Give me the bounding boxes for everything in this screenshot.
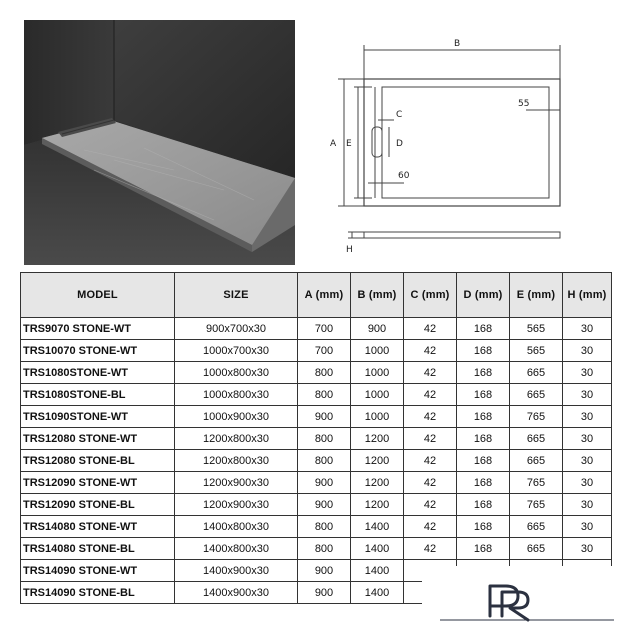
cell-model: TRS9070 STONE-WT: [21, 318, 175, 340]
table-row: [21, 472, 612, 494]
cell-b: 1000: [351, 384, 404, 406]
cell-h: 30: [563, 538, 612, 560]
table-row: [21, 428, 612, 450]
table-header-row: [21, 273, 612, 318]
cell-size: 1000x700x30: [175, 340, 298, 362]
cell-d: 168: [457, 406, 510, 428]
cell-a: 700: [298, 340, 351, 362]
cell-c: 42: [404, 384, 457, 406]
cell-e: 665: [510, 538, 563, 560]
cell-h: 30: [563, 340, 612, 362]
cell-model: TRS12080 STONE-BL: [21, 450, 175, 472]
label-e: E: [346, 139, 352, 149]
cell-size: 1200x800x30: [175, 450, 298, 472]
cell-size: 1200x900x30: [175, 472, 298, 494]
cell-h: 30: [563, 318, 612, 340]
dimension-drawing: [326, 34, 586, 259]
cell-model: TRS10070 STONE-WT: [21, 340, 175, 362]
cell-e: 565: [510, 318, 563, 340]
cell-b: 1200: [351, 472, 404, 494]
cell-b: 1000: [351, 362, 404, 384]
cell-model: TRS12080 STONE-WT: [21, 428, 175, 450]
label-b: B: [454, 39, 461, 49]
cell-size: 1000x800x30: [175, 362, 298, 384]
table-row: [21, 362, 612, 384]
product-photo: [24, 20, 295, 265]
cell-c: 42: [404, 318, 457, 340]
cell-model: TRS14090 STONE-BL: [21, 582, 175, 604]
header-a: A (mm): [298, 273, 351, 318]
cell-d: 168: [457, 472, 510, 494]
cell-h: 30: [563, 384, 612, 406]
cell-b: 1400: [351, 516, 404, 538]
cell-e: 665: [510, 516, 563, 538]
cell-e: 765: [510, 472, 563, 494]
table-body: [21, 318, 612, 604]
cell-model: TRS1090STONE-WT: [21, 406, 175, 428]
table-row: [21, 318, 612, 340]
cell-a: 700: [298, 318, 351, 340]
cell-model: TRS1080STONE-WT: [21, 362, 175, 384]
cell-b: 1200: [351, 450, 404, 472]
cell-a: 900: [298, 406, 351, 428]
cell-e: 565: [510, 340, 563, 362]
header-b: B (mm): [351, 273, 404, 318]
cell-c: 42: [404, 450, 457, 472]
header-model: MODEL: [21, 273, 175, 318]
cell-b: 1400: [351, 582, 404, 604]
header-h: H (mm): [563, 273, 612, 318]
cell-b: 1400: [351, 538, 404, 560]
cell-a: 800: [298, 516, 351, 538]
technical-diagram: [326, 34, 586, 259]
specifications-table: [20, 272, 612, 604]
cell-a: 900: [298, 494, 351, 516]
cell-h: 30: [563, 516, 612, 538]
cell-d: 168: [457, 516, 510, 538]
cell-b: 1000: [351, 406, 404, 428]
cell-b: 900: [351, 318, 404, 340]
table-row: [21, 340, 612, 362]
cell-b: 1200: [351, 494, 404, 516]
table-row: [21, 516, 612, 538]
cell-model: TRS14080 STONE-BL: [21, 538, 175, 560]
cell-d: 168: [457, 384, 510, 406]
cell-c: 42: [404, 472, 457, 494]
cell-a: 900: [298, 560, 351, 582]
header-c: C (mm): [404, 273, 457, 318]
label-h: H: [346, 245, 353, 255]
table-row: [21, 450, 612, 472]
cell-size: 1400x900x30: [175, 560, 298, 582]
cell-e: 765: [510, 406, 563, 428]
brand-logo: [422, 566, 632, 638]
header-d: D (mm): [457, 273, 510, 318]
cell-a: 800: [298, 538, 351, 560]
label-a: A: [330, 139, 337, 149]
cell-h: 30: [563, 494, 612, 516]
table-row: [21, 494, 612, 516]
cell-e: 665: [510, 428, 563, 450]
cell-h: 30: [563, 450, 612, 472]
cell-b: 1400: [351, 560, 404, 582]
cell-size: 1400x900x30: [175, 582, 298, 604]
cell-c: 42: [404, 340, 457, 362]
cell-size: 1000x800x30: [175, 384, 298, 406]
cell-size: 900x700x30: [175, 318, 298, 340]
cell-c: 42: [404, 406, 457, 428]
cell-model: TRS12090 STONE-BL: [21, 494, 175, 516]
label-d: D: [396, 139, 403, 149]
cell-d: 168: [457, 362, 510, 384]
cell-d: 168: [457, 428, 510, 450]
cell-a: 800: [298, 362, 351, 384]
cell-c: 42: [404, 428, 457, 450]
table-row: [21, 384, 612, 406]
label-c: C: [396, 110, 403, 120]
cell-size: 1200x800x30: [175, 428, 298, 450]
cell-size: 1000x900x30: [175, 406, 298, 428]
cell-h: 30: [563, 406, 612, 428]
cell-d: 168: [457, 318, 510, 340]
label-60: 60: [398, 171, 410, 181]
cell-model: TRS14090 STONE-WT: [21, 560, 175, 582]
table-row: [21, 538, 612, 560]
cell-e: 665: [510, 450, 563, 472]
cell-a: 900: [298, 582, 351, 604]
cell-size: 1400x800x30: [175, 538, 298, 560]
label-55: 55: [518, 99, 530, 109]
cell-h: 30: [563, 362, 612, 384]
header-e: E (mm): [510, 273, 563, 318]
cell-d: 168: [457, 494, 510, 516]
cell-d: 168: [457, 450, 510, 472]
header-size: SIZE: [175, 273, 298, 318]
cell-h: 30: [563, 472, 612, 494]
cell-h: 30: [563, 428, 612, 450]
cell-c: 42: [404, 538, 457, 560]
cell-e: 665: [510, 384, 563, 406]
cell-d: 168: [457, 538, 510, 560]
cell-model: TRS1080STONE-BL: [21, 384, 175, 406]
cell-b: 1000: [351, 340, 404, 362]
table-row: [21, 406, 612, 428]
cell-e: 765: [510, 494, 563, 516]
cell-size: 1200x900x30: [175, 494, 298, 516]
cell-model: TRS14080 STONE-WT: [21, 516, 175, 538]
pr-logo-icon: [422, 566, 632, 638]
cell-c: 42: [404, 362, 457, 384]
cell-e: 665: [510, 362, 563, 384]
cell-model: TRS12090 STONE-WT: [21, 472, 175, 494]
cell-a: 900: [298, 472, 351, 494]
cell-c: 42: [404, 516, 457, 538]
cell-b: 1200: [351, 428, 404, 450]
cell-size: 1400x800x30: [175, 516, 298, 538]
cell-a: 800: [298, 428, 351, 450]
shower-tray-photo: [24, 20, 295, 265]
cell-c: 42: [404, 494, 457, 516]
cell-a: 800: [298, 384, 351, 406]
cell-a: 800: [298, 450, 351, 472]
cell-d: 168: [457, 340, 510, 362]
